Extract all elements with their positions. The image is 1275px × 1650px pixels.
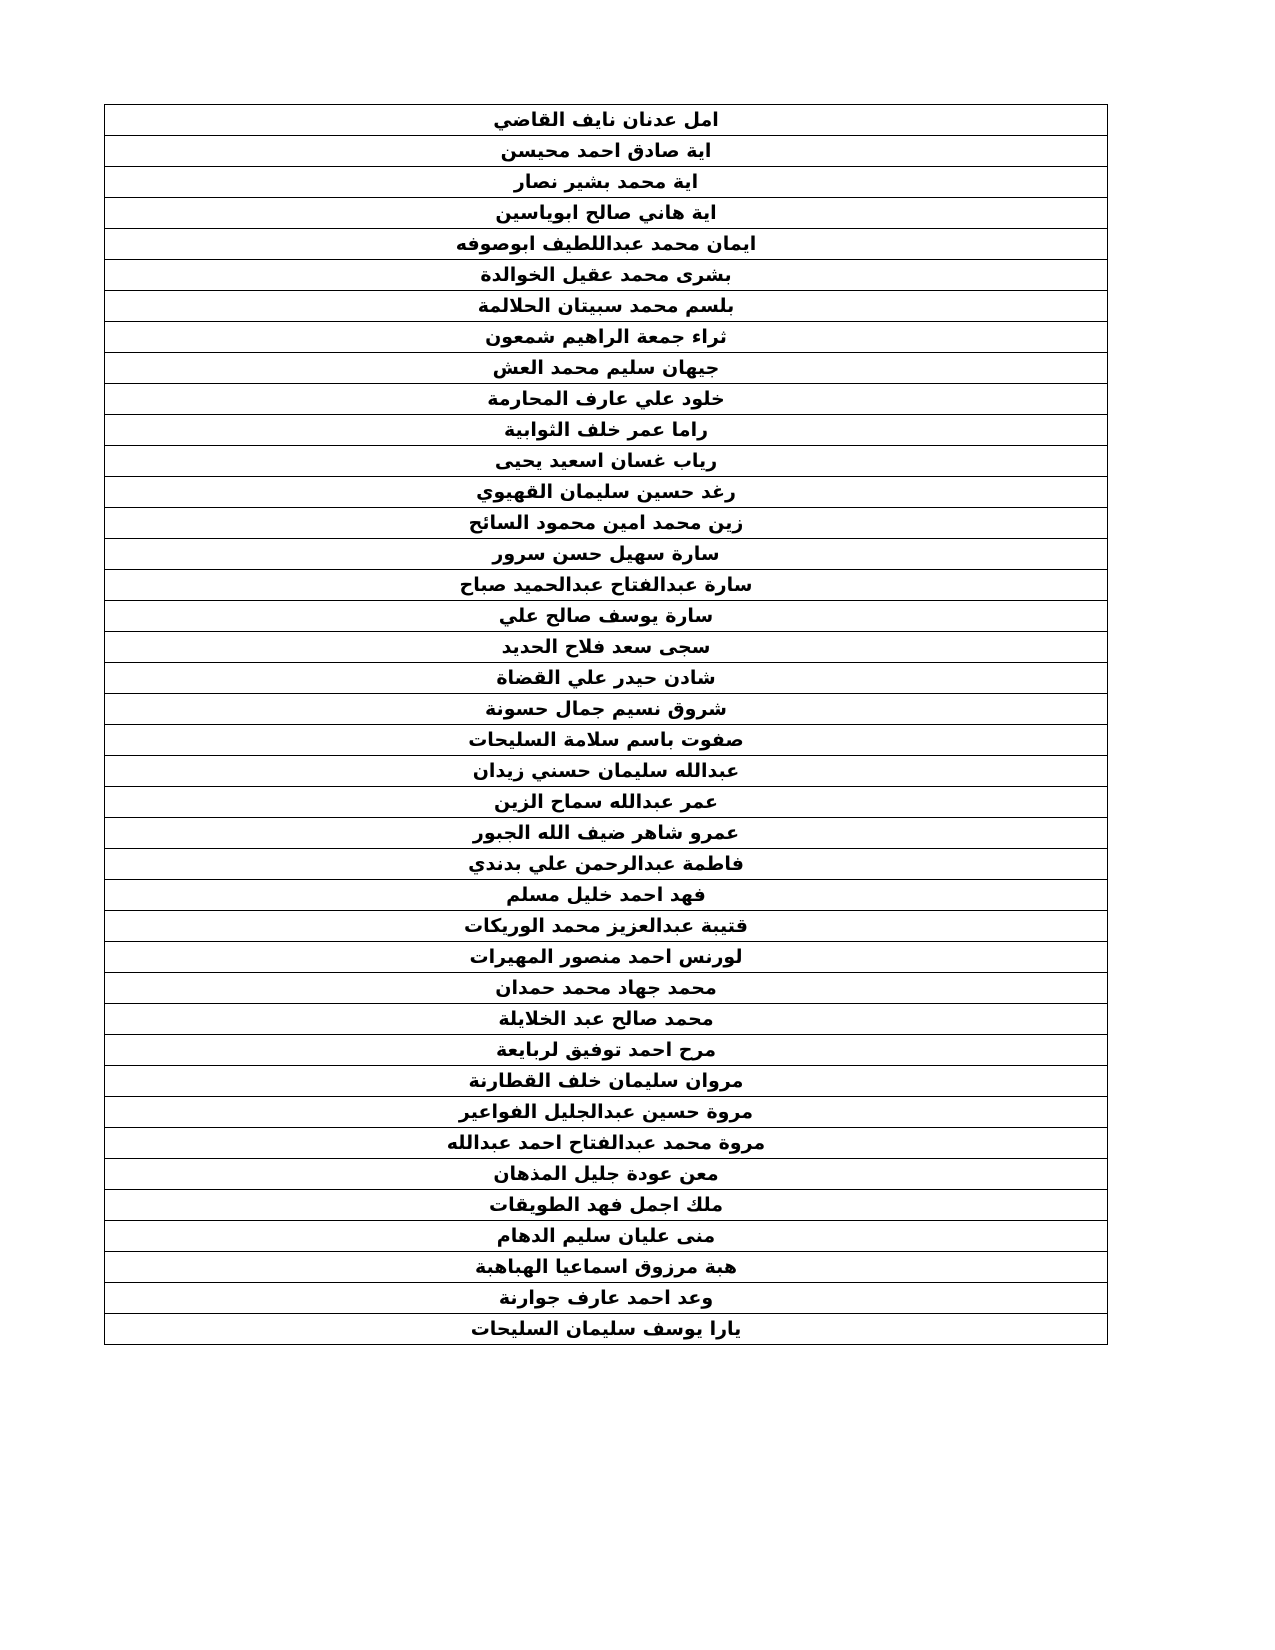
name-cell: عمر عبدالله سماح الزين [105, 787, 1108, 818]
table-row [105, 136, 1108, 167]
table-row [105, 1035, 1108, 1066]
name-cell: جيهان سليم محمد العش [105, 353, 1108, 384]
table-row [105, 167, 1108, 198]
name-cell: زين محمد امين محمود السائح [105, 508, 1108, 539]
name-cell: اية محمد بشير نصار [105, 167, 1108, 198]
table-row [105, 415, 1108, 446]
table-row [105, 1066, 1108, 1097]
table-row [105, 198, 1108, 229]
table-row [105, 787, 1108, 818]
name-cell: بلسم محمد سبيتان الحلالمة [105, 291, 1108, 322]
table-row [105, 911, 1108, 942]
name-cell: سارة عبدالفتاح عبدالحميد صباح [105, 570, 1108, 601]
name-cell: معن عودة جليل المذهان [105, 1159, 1108, 1190]
name-cell: عمرو شاهر ضيف الله الجبور [105, 818, 1108, 849]
name-cell: رغد حسين سليمان القهيوي [105, 477, 1108, 508]
table-row [105, 880, 1108, 911]
table-row [105, 663, 1108, 694]
name-cell: راما عمر خلف الثوابية [105, 415, 1108, 446]
name-cell: امل عدنان نايف القاضي [105, 105, 1108, 136]
table-row [105, 973, 1108, 1004]
table-row [105, 1128, 1108, 1159]
table-row [105, 694, 1108, 725]
name-cell: وعد احمد عارف جوارنة [105, 1283, 1108, 1314]
name-cell: ايمان محمد عبداللطيف ابوصوفه [105, 229, 1108, 260]
table-row [105, 291, 1108, 322]
name-cell: لورنس احمد منصور المهيرات [105, 942, 1108, 973]
name-cell: خلود علي عارف المحارمة [105, 384, 1108, 415]
table-row [105, 1314, 1108, 1345]
name-cell: قتيبة عبدالعزيز محمد الوريكات [105, 911, 1108, 942]
table-row [105, 1097, 1108, 1128]
table-row [105, 384, 1108, 415]
names-table-body [105, 105, 1108, 1345]
name-cell: فهد احمد خليل مسلم [105, 880, 1108, 911]
name-cell: سارة يوسف صالح علي [105, 601, 1108, 632]
table-row [105, 539, 1108, 570]
name-cell: اية صادق احمد محيسن [105, 136, 1108, 167]
table-row [105, 818, 1108, 849]
name-cell: فاطمة عبدالرحمن علي بدندي [105, 849, 1108, 880]
name-cell: ملك اجمل فهد الطويقات [105, 1190, 1108, 1221]
table-row [105, 105, 1108, 136]
name-cell: هبة مرزوق اسماعيا الهباهبة [105, 1252, 1108, 1283]
table-row [105, 942, 1108, 973]
name-cell: مروة حسين عبدالجليل الفواعير [105, 1097, 1108, 1128]
name-cell: صفوت باسم سلامة السليحات [105, 725, 1108, 756]
table-row [105, 229, 1108, 260]
name-cell: بشرى محمد عقيل الخوالدة [105, 260, 1108, 291]
name-cell: مروة محمد عبدالفتاح احمد عبدالله [105, 1128, 1108, 1159]
table-row [105, 1252, 1108, 1283]
name-cell: رياب غسان اسعيد يحيى [105, 446, 1108, 477]
table-row [105, 1221, 1108, 1252]
names-table [104, 104, 1108, 1345]
table-row [105, 849, 1108, 880]
table-row [105, 756, 1108, 787]
name-cell: شادن حيدر علي القضاة [105, 663, 1108, 694]
name-cell: عبدالله سليمان حسني زيدان [105, 756, 1108, 787]
name-cell: محمد صالح عبد الخلايلة [105, 1004, 1108, 1035]
name-cell: اية هاني صالح ابوياسين [105, 198, 1108, 229]
name-cell: ثراء جمعة الراهيم شمعون [105, 322, 1108, 353]
name-cell: مروان سليمان خلف القطارنة [105, 1066, 1108, 1097]
table-row [105, 477, 1108, 508]
table-row [105, 508, 1108, 539]
table-row [105, 1283, 1108, 1314]
name-cell: يارا يوسف سليمان السليحات [105, 1314, 1108, 1345]
table-row [105, 1159, 1108, 1190]
name-cell: مرح احمد توفيق لربايعة [105, 1035, 1108, 1066]
name-cell: سارة سهيل حسن سرور [105, 539, 1108, 570]
table-row [105, 353, 1108, 384]
table-row [105, 446, 1108, 477]
name-cell: سجى سعد فلاح الحديد [105, 632, 1108, 663]
table-row [105, 570, 1108, 601]
table-row [105, 601, 1108, 632]
table-row [105, 1004, 1108, 1035]
name-cell: منى عليان سليم الدهام [105, 1221, 1108, 1252]
table-row [105, 725, 1108, 756]
names-table-container [104, 104, 1108, 1345]
table-row [105, 632, 1108, 663]
table-row [105, 260, 1108, 291]
name-cell: محمد جهاد محمد حمدان [105, 973, 1108, 1004]
table-row [105, 322, 1108, 353]
name-cell: شروق نسيم جمال حسونة [105, 694, 1108, 725]
table-row [105, 1190, 1108, 1221]
